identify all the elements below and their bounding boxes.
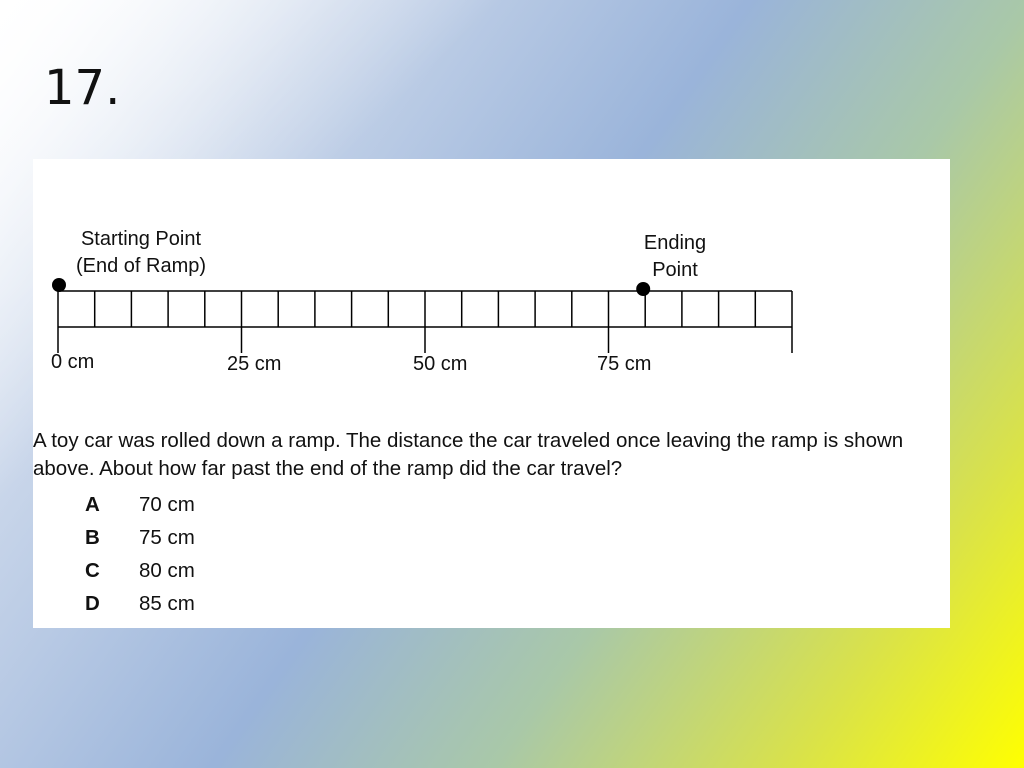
start-label-line1: Starting Point [80, 228, 202, 250]
choice-letter: A [85, 493, 100, 516]
ruler [58, 291, 792, 353]
tick-label-50: 50 cm [413, 353, 468, 375]
tick-label-75: 75 cm [597, 353, 652, 375]
end-label-line2: Point [652, 259, 698, 281]
question-text: A toy car was rolled down a ramp. The distance the car traveled once leaving the ramp is shown above. About how far past the end of the ramp did the car travel? [33, 429, 904, 480]
choice-b[interactable] [85, 526, 195, 559]
choice-letter: D [85, 592, 100, 615]
tick-label-0: 0 cm [51, 351, 95, 373]
choice-letter: C [85, 559, 100, 582]
choice-text: 70 cm [139, 493, 195, 516]
choice-letter: B [85, 526, 100, 549]
choice-text: 85 cm [139, 592, 195, 615]
start-point-marker [52, 278, 66, 292]
choice-a[interactable] [85, 493, 195, 526]
question-card [33, 159, 950, 628]
choice-text: 75 cm [139, 526, 195, 549]
choice-c[interactable] [85, 559, 195, 592]
slide-number: 17. [44, 60, 121, 116]
answer-choices [85, 493, 195, 625]
choice-text: 80 cm [139, 559, 195, 582]
number-line-diagram [33, 159, 950, 389]
start-label-line2: (End of Ramp) [75, 255, 207, 277]
choice-d[interactable] [85, 592, 195, 625]
end-label-line1: Ending [643, 232, 707, 254]
end-point-marker [636, 282, 650, 296]
tick-label-25: 25 cm [227, 353, 282, 375]
